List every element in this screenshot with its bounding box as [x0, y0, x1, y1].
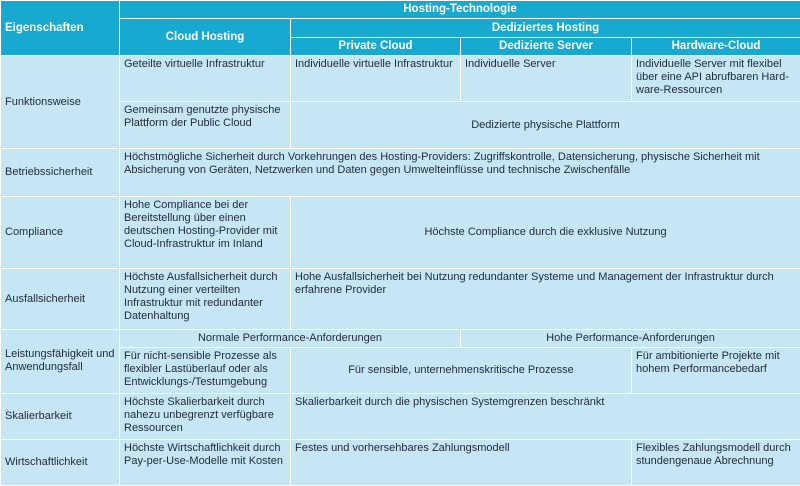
row-label-funktionsweise: Funktionsweise	[1, 56, 120, 149]
cell-wirtschaftlichkeit-cloud: Höchste Wirtschaftlichkeit durch Pay-per-Use-Modelle mit Kosten	[120, 439, 291, 485]
cell-compliance-cloud: Hohe Compliance bei der Bereitstellung über einen deutschen Hosting-Provider mit Cloud-Infrastruktur im Inland	[120, 197, 291, 269]
header-hardware-cloud: Hardware-Cloud	[632, 37, 800, 55]
cell-leistung-high-performance: Hohe Performance-Anforderungen	[461, 329, 800, 347]
row-label-betriebssicherheit: Betriebssicherheit	[1, 149, 120, 197]
cell-compliance-dedicated: Höchste Compliance durch die exklusive Nutzung	[291, 197, 800, 269]
cell-funktionsweise-private-cloud: Individuelle virtuelle Infrastruktur	[291, 56, 461, 102]
cell-betriebssicherheit: Höchstmögliche Sicherheit durch Vorkehrungen des Hosting-Providers: Zugriffskontrolle, Datensicherung, physische Sicherheit mit Absicherung von Geräten, Netzwerken und Daten gegen Umwelteinflüsse und technische Zwischenfälle	[120, 149, 800, 197]
row-label-leistung: Leistungsfähigkeit und Anwendungsfall	[1, 329, 120, 393]
cell-wirtschaftlichkeit-fixed-payment: Festes und vorhersehbares Zahlungsmodell	[291, 439, 632, 485]
header-properties: Eigenschaften	[1, 1, 120, 56]
row-label-ausfallsicherheit: Ausfallsicherheit	[1, 269, 120, 329]
header-dedicated-hosting: Dediziertes Hosting	[291, 19, 800, 37]
row-label-wirtschaftlichkeit: Wirtschaftlichkeit	[1, 439, 120, 485]
cell-ausfallsicherheit-cloud: Höchste Ausfallsicherheit durch Nutzung einer verteilten Infrastruktur mit redundanter Datenhaltung	[120, 269, 291, 329]
cell-funktionsweise-cloud: Geteilte virtuelle Infrastruktur	[120, 56, 291, 102]
cell-leistung-sensitive-processes: Für sensible, unternehmenskritische Prozesse	[291, 348, 632, 394]
cell-funktionsweise-cloud-platform: Gemeinsam genutzte physische Plattform der Public Cloud	[120, 102, 291, 149]
header-private-cloud: Private Cloud	[291, 37, 461, 55]
cell-skalierbarkeit-cloud: Höchste Skalierbarkeit durch nahezu unbegrenzt verfügbare Ressourcen	[120, 394, 291, 440]
cell-leistung-cloud: Für nicht-sensible Prozesse als flexibler Lastüberlauf oder als Entwicklungs-/Testumgebung	[120, 348, 291, 394]
cell-funktionsweise-hardware-cloud: Individuelle Server mit flexibel über eine API abrufbaren Hard-ware-Ressourcen	[632, 56, 800, 102]
cell-wirtschaftlichkeit-hardware-cloud: Flexibles Zahlungsmodell durch stundengenaue Abrechnung	[632, 439, 800, 485]
cell-skalierbarkeit-dedicated: Skalierbarkeit durch die physischen Systemgrenzen beschränkt	[291, 394, 800, 440]
cell-leistung-normal-performance: Normale Performance-Anforderungen	[120, 329, 461, 347]
cell-funktionsweise-dedicated-servers: Individuelle Server	[461, 56, 632, 102]
cell-ausfallsicherheit-dedicated: Hohe Ausfallsicherheit bei Nutzung redundanter Systeme und Management der Infrastruktur durch erfahrene Provider	[291, 269, 800, 329]
cell-leistung-hardware-cloud: Für ambitionierte Projekte mit hohem Performancebedarf	[632, 348, 800, 394]
header-dedicated-servers: Dedizierte Server	[461, 37, 632, 55]
row-label-skalierbarkeit: Skalierbarkeit	[1, 394, 120, 440]
header-cloud-hosting: Cloud Hosting	[120, 19, 291, 56]
row-label-compliance: Compliance	[1, 197, 120, 269]
header-hosting-technology: Hosting-Technologie	[120, 1, 800, 19]
cell-funktionsweise-dedicated-platform: Dedizierte physische Plattform	[291, 102, 800, 149]
